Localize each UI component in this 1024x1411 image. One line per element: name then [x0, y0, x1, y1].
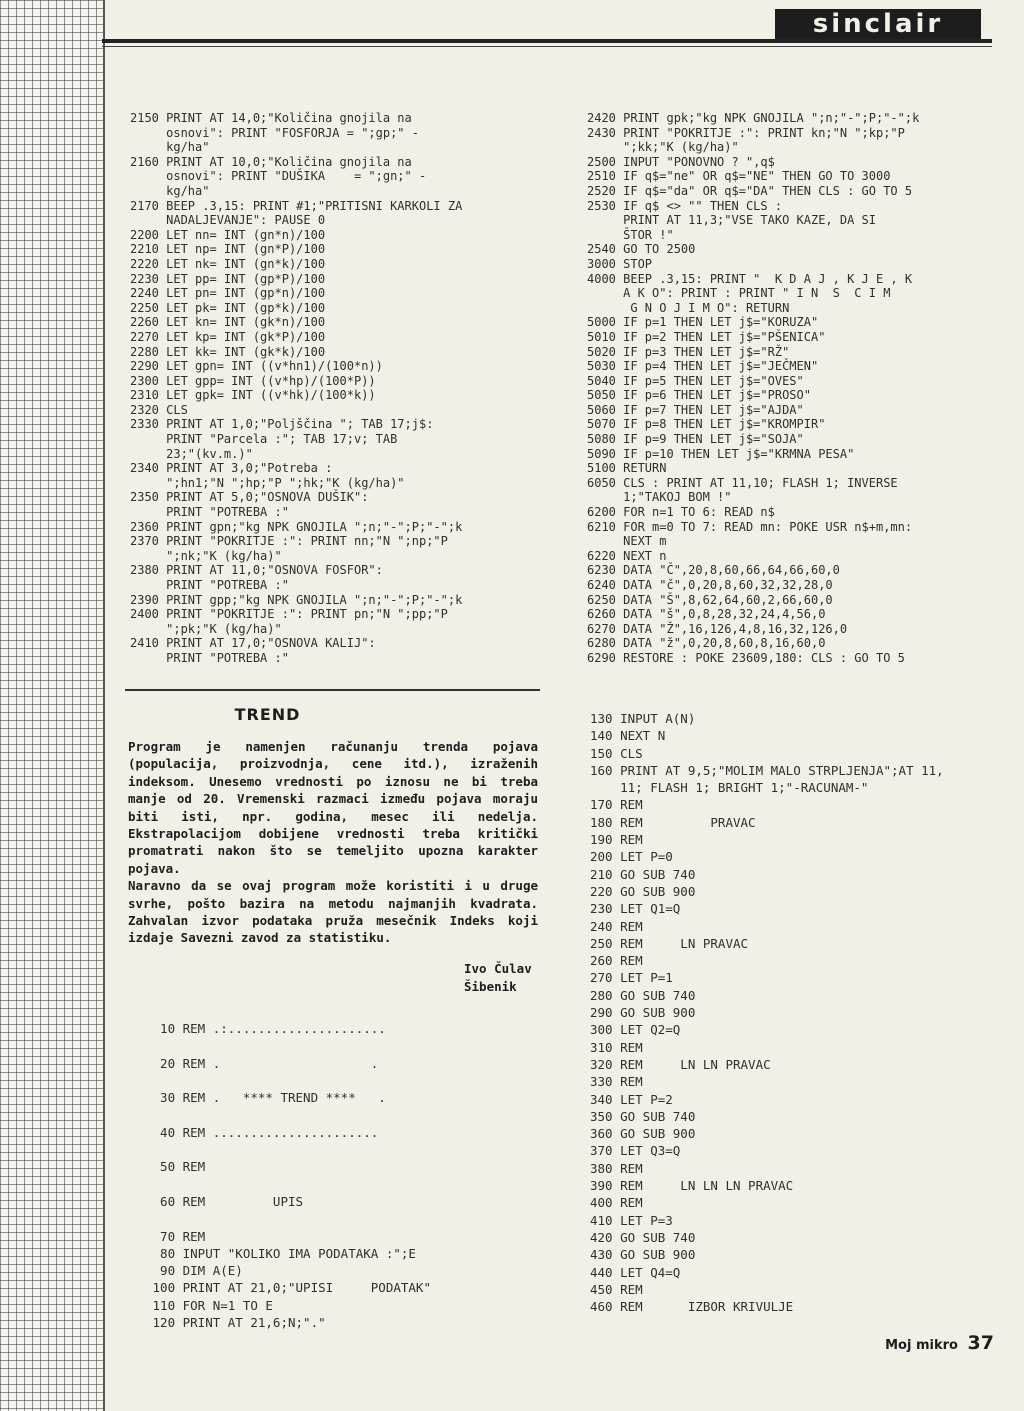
code-line: 1;"TAKOJ BOM !": [587, 490, 732, 505]
code-line: 2220 LET nk= INT (gn*k)/100: [130, 256, 326, 271]
code-line: ";pk;"K (kg/ha)": [130, 621, 282, 636]
code-line: NEXT m: [587, 534, 667, 549]
code-line: 2390 PRINT gpp;"kg NPK GNOJILA ";n;"-";P;"-";k: [130, 592, 463, 607]
code-line: 5050 IF p=6 THEN LET j$="PROSO": [587, 388, 811, 403]
page-footer: [885, 1332, 994, 1354]
page-number: 37: [967, 1332, 994, 1354]
code-line: 190 REM: [590, 832, 643, 848]
code-line: PRINT "POTREBA :": [130, 505, 289, 520]
code-line: 2310 LET gpk= INT ((v*hk)/(100*k)): [130, 388, 376, 403]
sinclair-logo: sinclair: [775, 9, 981, 39]
code-line: 6230 DATA "Č",20,8,60,66,64,66,60,0: [587, 563, 840, 578]
code-line: 5020 IF p=3 THEN LET j$="RŽ": [587, 344, 790, 359]
code-line: 2240 LET pn= INT (gp*n)/100: [130, 286, 326, 301]
code-line: 5100 RETURN: [587, 461, 667, 476]
code-line: 6050 CLS : PRINT AT 11,10; FLASH 1; INVERSE: [587, 475, 898, 490]
code-line: 440 LET Q4=Q: [590, 1264, 681, 1280]
code-line: 120 PRINT AT 21,6;N;".": [145, 1315, 326, 1331]
code-line: 160 PRINT AT 9,5;"MOLIM MALO STRPLJENJA";AT 11,: [590, 762, 944, 778]
code-line: 2150 PRINT AT 14,0;"Količina gnojila na: [130, 111, 412, 125]
code-line: 2340 PRINT AT 3,0;"Potreba :: [130, 461, 333, 476]
author-city: Šibenik: [464, 979, 517, 994]
code-line: 220 GO SUB 900: [590, 883, 696, 899]
code-line: 2500 INPUT "PONOVNO ? ",q$: [587, 154, 775, 169]
listing-top-right: [587, 111, 919, 666]
code-line: 60 REM UPIS: [145, 1193, 304, 1209]
code-line: [145, 1106, 431, 1123]
code-line: 5090 IF p=10 THEN LET j$="KRMNA PESA": [587, 446, 855, 461]
code-line: 2330 PRINT AT 1,0;"Poljščina "; TAB 17;j$:: [130, 417, 434, 432]
code-line: 6270 DATA "Ž",16,126,4,8,16,32,126,0: [587, 621, 848, 636]
code-line: ";nk;"K (kg/ha)": [130, 548, 282, 563]
code-line: 140 NEXT N: [590, 728, 666, 744]
code-line: 2510 IF q$="ne" OR q$="NE" THEN GO TO 3000: [587, 169, 891, 184]
code-line: 70 REM: [145, 1228, 206, 1244]
code-line: 2400 PRINT "POKRITJE :": PRINT pn;"N ";pp;"P: [130, 607, 448, 622]
listing-bottom-left: [145, 1020, 431, 1331]
code-line: 270 LET P=1: [590, 970, 673, 986]
code-line: [145, 1037, 431, 1054]
code-line: 300 LET Q2=Q: [590, 1022, 681, 1038]
code-line: PRINT "POTREBA :": [130, 578, 289, 592]
code-line: 2370 PRINT "POKRITJE :": PRINT nn;"N ";np;"P: [130, 534, 448, 549]
code-line: osnovi": PRINT "DUŠIKA = ";gn;" -: [130, 169, 427, 184]
code-line: 6250 DATA "Š",8,62,64,60,2,66,60,0: [587, 592, 833, 607]
code-line: 460 REM IZBOR KRIVULJE: [590, 1299, 794, 1315]
code-line: 200 LET P=0: [590, 849, 673, 865]
header-rule: [102, 39, 992, 43]
code-line: 6290 RESTORE : POKE 23609,180: CLS : GO TO 5: [587, 650, 905, 665]
code-line: 360 GO SUB 900: [590, 1126, 696, 1142]
code-line: 5080 IF p=9 THEN LET j$="SOJA": [587, 432, 804, 447]
author-name: Ivo Čulav: [464, 961, 532, 976]
code-line: 2530 IF q$ <> "" THEN CLS :: [587, 198, 783, 213]
code-line: PRINT "POTREBA :": [130, 650, 289, 665]
code-line: 6220 NEXT n: [587, 548, 667, 563]
code-line: 2200 LET nn= INT (gn*n)/100: [130, 227, 326, 242]
code-line: 110 FOR N=1 TO E: [145, 1297, 273, 1313]
code-line: 11; FLASH 1; BRIGHT 1;"-RACUNAM-": [590, 780, 869, 796]
code-line: ŠTOR !": [587, 227, 674, 242]
code-line: PRINT "Parcela :"; TAB 17;v; TAB: [130, 432, 398, 447]
code-line: 2430 PRINT "POKRITJE :": PRINT kn;"N ";kp;"P: [587, 125, 905, 140]
code-line: 310 REM: [590, 1039, 643, 1055]
code-line: 280 GO SUB 740: [590, 987, 696, 1003]
code-line: 20 REM . .: [145, 1055, 379, 1071]
code-line: 4000 BEEP .3,15: PRINT " K D A J , K J E , K: [587, 271, 913, 286]
article-body: [128, 738, 538, 947]
code-line: kg/ha": [130, 140, 210, 155]
code-line: 5030 IF p=4 THEN LET j$="JEČMEN": [587, 359, 819, 374]
code-line: 250 REM LN PRAVAC: [590, 935, 749, 951]
code-line: 420 GO SUB 740: [590, 1229, 696, 1245]
code-line: [145, 1072, 431, 1089]
code-line: 230 LET Q1=Q: [590, 901, 681, 917]
code-line: 260 REM: [590, 953, 643, 969]
code-line: 2290 LET gpn= INT ((v*hn1)/(100*n)): [130, 359, 383, 374]
code-line: 6260 DATA "š",0,8,28,32,24,4,56,0: [587, 607, 826, 622]
code-line: 5040 IF p=5 THEN LET j$="OVES": [587, 373, 804, 388]
code-line: 2280 LET kk= INT (gk*k)/100: [130, 344, 326, 359]
code-line: 2420 PRINT gpk;"kg NPK GNOJILA ";n;"-";P;"-";k: [587, 111, 920, 125]
graph-paper-margin: [0, 0, 105, 1411]
code-line: 100 PRINT AT 21,0;"UPISI PODATAK": [145, 1280, 431, 1296]
author-signature: [464, 960, 532, 996]
code-line: 150 CLS: [590, 745, 643, 761]
code-line: [145, 1141, 431, 1158]
code-line: 380 REM: [590, 1160, 643, 1176]
code-line: G N O J I M O": RETURN: [587, 300, 790, 315]
code-line: 5060 IF p=7 THEN LET j$="AJDA": [587, 402, 804, 417]
code-line: 10 REM .:.....................: [145, 1021, 386, 1036]
code-line: 2410 PRINT AT 17,0;"OSNOVA KALIJ":: [130, 636, 376, 651]
article-title: TREND: [234, 705, 301, 724]
code-line: 2300 LET gpp= INT ((v*hp)/(100*P)): [130, 373, 376, 388]
code-line: 2250 LET pk= INT (gp*k)/100: [130, 300, 326, 315]
code-line: 2520 IF q$="da" OR q$="DA" THEN CLS : GO TO 5: [587, 183, 913, 198]
code-line: 2170 BEEP .3,15: PRINT #1;"PRITISNI KARKOLI ZA: [130, 198, 463, 213]
code-line: 130 INPUT A(N): [590, 711, 696, 726]
code-line: 210 GO SUB 740: [590, 866, 696, 882]
code-line: kg/ha": [130, 183, 210, 198]
code-line: 340 LET P=2: [590, 1091, 673, 1107]
code-line: 450 REM: [590, 1281, 643, 1297]
code-line: 90 DIM A(E): [145, 1263, 243, 1279]
code-line: PRINT AT 11,3;"VSE TAKO KAZE, DA SI: [587, 213, 876, 228]
code-line: 2320 CLS: [130, 402, 188, 417]
code-line: 5010 IF p=2 THEN LET j$="PŠENICA": [587, 329, 826, 344]
code-line: 5070 IF p=8 THEN LET j$="KROMPIR": [587, 417, 826, 432]
code-line: [145, 1176, 431, 1193]
section-divider: [125, 689, 540, 691]
code-line: 2260 LET kn= INT (gk*n)/100: [130, 315, 326, 330]
code-line: 6240 DATA "č",0,20,8,60,32,32,28,0: [587, 578, 833, 592]
code-line: 290 GO SUB 900: [590, 1005, 696, 1021]
code-line: 40 REM ......................: [145, 1124, 379, 1140]
code-line: 2350 PRINT AT 5,0;"OSNOVA DUŠIK":: [130, 490, 369, 505]
code-line: 6280 DATA "ž",0,20,8,60,8,16,60,0: [587, 636, 826, 651]
article-paragraph: Program je namenjen računanju trenda pojava (populacija, proizvodnja, cene itd.), izraženih indeksom. Unesemo vrednosti po iznosu ne bi treba manje od 20. Vremenski razmaci između pojava moraju biti isti, npr. godina, mesec ili nedelja. Ekstrapolacijom dobijene vrednosti treba kritički promatrati nakon što se temeljito upozna karakter pojava.: [128, 739, 538, 876]
code-line: 170 REM: [590, 797, 643, 813]
listing-top-left: [130, 111, 462, 666]
code-line: NADALJEVANJE": PAUSE 0: [130, 213, 326, 228]
code-line: 370 LET Q3=Q: [590, 1143, 681, 1159]
code-line: 350 GO SUB 740: [590, 1108, 696, 1124]
code-line: 6210 FOR m=0 TO 7: READ mn: POKE USR n$+m,mn:: [587, 519, 913, 534]
code-line: 2270 LET kp= INT (gk*P)/100: [130, 329, 326, 344]
code-line: 410 LET P=3: [590, 1212, 673, 1228]
header-rule-thin: [102, 46, 992, 47]
code-line: 2160 PRINT AT 10,0;"Količina gnojila na: [130, 154, 412, 169]
code-line: 23;"(kv.m.)": [130, 446, 253, 461]
magazine-name: Moj mikro: [885, 1338, 958, 1353]
code-line: ";kk;"K (kg/ha)": [587, 140, 739, 155]
code-line: 320 REM LN LN PRAVAC: [590, 1056, 771, 1072]
code-line: 2540 GO TO 2500: [587, 242, 696, 257]
code-line: 400 REM: [590, 1195, 643, 1211]
code-line: 430 GO SUB 900: [590, 1247, 696, 1263]
code-line: 3000 STOP: [587, 256, 653, 271]
code-line: ";hn1;"N ";hp;"P ";hk;"K (kg/ha)": [130, 475, 405, 490]
code-line: 2230 LET pp= INT (gp*P)/100: [130, 271, 326, 286]
code-line: 50 REM: [145, 1159, 206, 1175]
code-line: osnovi": PRINT "FOSFORJA = ";gp;" -: [130, 125, 419, 140]
code-line: 6200 FOR n=1 TO 6: READ n$: [587, 505, 775, 520]
code-line: 5000 IF p=1 THEN LET j$="KORUZA": [587, 315, 819, 330]
listing-bottom-right: [590, 710, 944, 1315]
code-line: 330 REM: [590, 1074, 643, 1090]
code-line: 2380 PRINT AT 11,0;"OSNOVA FOSFOR":: [130, 563, 383, 578]
code-line: 180 REM PRAVAC: [590, 814, 756, 830]
code-line: A K O": PRINT : PRINT " I N S C I M: [587, 286, 891, 301]
code-line: 2210 LET np= INT (gn*P)/100: [130, 242, 326, 257]
code-line: 80 INPUT "KOLIKO IMA PODATAKA :";E: [145, 1245, 416, 1261]
article-paragraph: Naravno da se ovaj program može koristiti i u druge svrhe, pošto bazira na metodu najmanjih kvadrata. Zahvalan izvor podataka pruža mesečnik Indeks koji izdaje Savezni zavod za statistiku.: [128, 878, 538, 946]
code-line: 240 REM: [590, 918, 643, 934]
code-line: 30 REM . **** TREND **** .: [145, 1090, 386, 1106]
code-line: [145, 1210, 431, 1227]
code-line: 2360 PRINT gpn;"kg NPK GNOJILA ";n;"-";P;"-";k: [130, 519, 463, 534]
code-line: 390 REM LN LN LN PRAVAC: [590, 1178, 794, 1194]
